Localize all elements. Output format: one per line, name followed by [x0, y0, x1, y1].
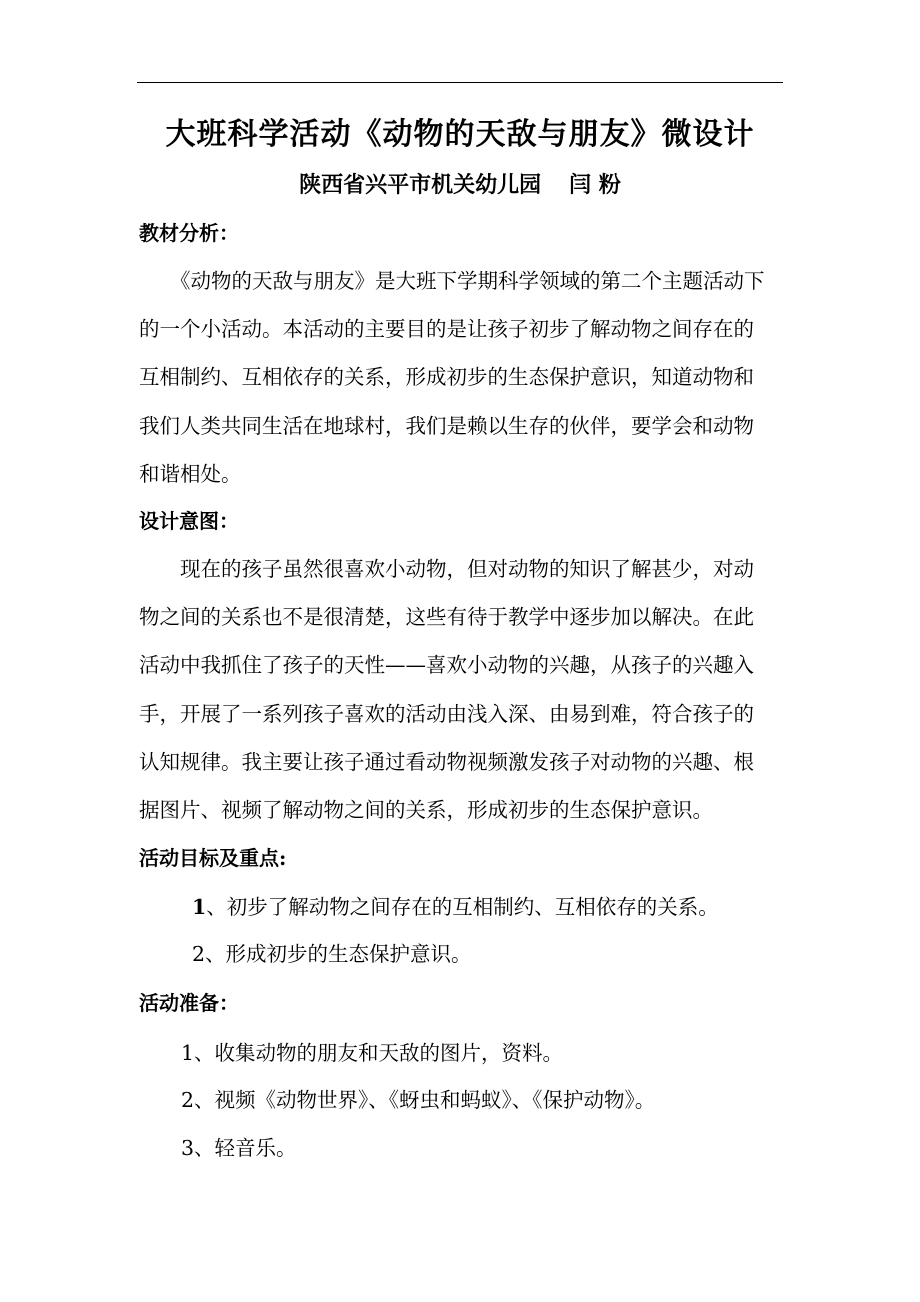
section-heading-objectives: 活动目标及重点: — [139, 846, 287, 870]
material-analysis-paragraph — [139, 257, 820, 498]
author-organization: 陕西省兴平市机关幼儿园 — [299, 172, 542, 198]
paragraph-line: 据图片、视频了解动物之间的关系，形成初步的生态保护意识。 — [139, 798, 713, 823]
header-rule — [137, 82, 783, 83]
paragraph-line: 手，开展了一系列孩子喜欢的活动由浅入深、由易到难，符合孩子的 — [139, 701, 754, 726]
objective-item-1 — [192, 891, 719, 923]
paragraph-line: 物之间的关系也不是很清楚，这些有待于教学中逐步加以解决。在此 — [139, 605, 754, 630]
item-text: 、视频《动物世界》、《蚜虫和蚂蚁》、《保护动物》。 — [194, 1088, 656, 1112]
preparation-item-2 — [181, 1084, 655, 1116]
paragraph-line: 互相制约、互相依存的关系，形成初步的生态保护意识，知道动物和 — [139, 365, 754, 390]
item-text: 、收集动物的朋友和天敌的图片，资料。 — [194, 1041, 564, 1065]
preparation-item-3 — [181, 1132, 297, 1164]
objective-item-2 — [192, 938, 472, 970]
document-subtitle — [0, 168, 920, 202]
paragraph-line: 的一个小活动。本活动的主要目的是让孩子初步了解动物之间存在的 — [139, 317, 754, 342]
author-name: 闫 粉 — [569, 172, 621, 198]
paragraph-line: 我们人类共同生活在地球村，我们是赖以生存的伙伴，要学会和动物 — [139, 413, 754, 438]
section-heading-preparation: 活动准备： — [139, 991, 239, 1015]
item-number: 2 — [181, 1088, 195, 1112]
preparation-item-1 — [181, 1037, 563, 1069]
paragraph-line: 现在的孩子虽然很喜欢小动物，但对动物的知识了解甚少，对动 — [180, 557, 754, 581]
item-number: 1 — [192, 895, 207, 919]
item-number: 1 — [181, 1041, 195, 1065]
design-intent-paragraph — [139, 545, 830, 834]
paragraph-line: 认知规律。我主要让孩子通过看动物视频激发孩子对动物的兴趣、根 — [139, 749, 754, 774]
paragraph-line: 活动中我抓住了孩子的天性——喜欢小动物的兴趣，从孩子的兴趣入 — [139, 653, 754, 678]
section-heading-material-analysis: 教材分析： — [139, 221, 239, 245]
section-heading-design-intent: 设计意图： — [139, 509, 239, 533]
paragraph-line: 和谐相处。 — [139, 461, 242, 486]
document-title: 大班科学活动《动物的天敌与朋友》微设计 — [165, 117, 755, 152]
item-text: 、初步了解动物之间存在的互相制约、互相依存的关系。 — [206, 895, 719, 919]
item-text: 、形成初步的生态保护意识。 — [205, 942, 472, 966]
paragraph-line: 《动物的天敌与朋友》是大班下学期科学领域的第二个主题活动下 — [170, 269, 765, 293]
item-text: 、轻音乐。 — [194, 1136, 297, 1160]
item-number: 3 — [181, 1136, 195, 1160]
item-number: 2 — [192, 942, 206, 966]
